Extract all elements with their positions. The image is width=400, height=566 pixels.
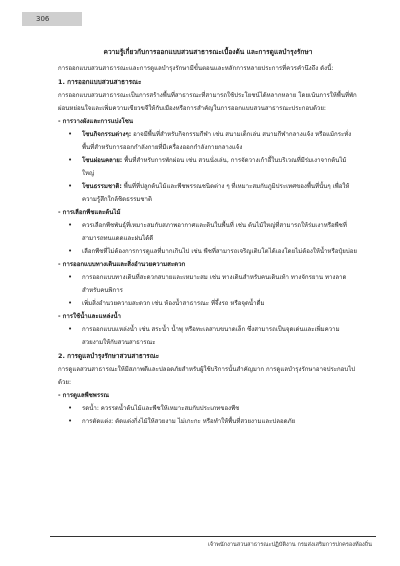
list-item: • การออกแบบทางเดินที่สะดวกสบายและเหมาะสม เช่น ทางเดินสำหรับคนเดินเท้า ทางจักรยาน ทางลาดสำหรับคนพิการ	[58, 271, 358, 297]
list-item	[58, 128, 358, 154]
list-item: • เพิ่มสิ่งอำนวยความสะดวก เช่น ห้องน้ำสาธารณะ ที่จึ้งรถ หรือจุดน้ำดื่ม	[58, 297, 358, 310]
footer-divider	[50, 536, 376, 537]
list-item	[58, 154, 358, 180]
pathway-list	[58, 271, 358, 310]
list-item: • การตัดแต่ง: ตัดแต่งกิ่งไม้ให้สวยงาม ไม่เกะกะ หรือทำให้พื้นที่สวยงามและปลอดภัย	[58, 415, 358, 428]
section-2-heading: 2. การดูแลบำรุงรักษาสวนสาธารณะ	[58, 352, 160, 360]
list-item-term: โซนผ่อนคลาย:	[82, 157, 123, 164]
section-1-sub-3-heading: - การออกแบบทางเดินและสิ่งอำนวยความสะดวก	[58, 261, 186, 268]
section-1-heading: 1. การออกแบบสวนสาธารณะ	[58, 78, 142, 86]
list-item-text: พื้นที่สำหรับการพักผ่อน เช่น สวนนั่งเล่น, การจัดวางเก้าอี้ในบริเวณที่มีร่มเงาจากต้นไม้ใหญ่	[82, 157, 347, 177]
list-item-text: อาจมีพื้นที่สำหรับกิจกรรมกีฬา เช่น สนามเด็กเล่น สนามกีฬากลางแจ้ง หรือแม้กระทั่งพื้นที่สำหรับการออกกำลังกายที่มีเครื่องออกกำลังกายกลางแจ้ง	[82, 131, 352, 151]
page-number: 306	[22, 12, 82, 26]
intro-paragraph: การออกแบบสวนสาธารณะและการดูแลบำรุงรักษามีขั้นตอนและหลักการหลายประการที่ควรคำนึงถึง ดังนี้:	[58, 65, 334, 72]
section-1-paragraph: การออกแบบสวนสาธารณะเป็นการสร้างพื้นที่สาธารณะที่สามารถใช้ประโยชน์ได้หลากหลาย โดยเน้นการให้พื้นที่พักผ่อนหย่อนใจและเพิ่มความเขียวขจีให้กับเมืองหรือการสำคัญในการออกแบบสวนสาธารณะประกอบด้วย:	[58, 92, 357, 112]
plant-selection-list	[58, 219, 358, 258]
list-item: • รดน้ำ: ควรรดน้ำต้นไม้และพืชให้เหมาะสมกับประเภทของพืช	[58, 402, 358, 415]
list-item-text: พื้นที่ที่ปลูกต้นไม้และพืชพรรณชนิดต่าง ๆ ที่เหมาะสมกับภูมิประเทศของพื้นที่นั้นๆ เพื่อให้ความรู้สึกใกล้ชิดธรรมชาติ	[82, 183, 350, 203]
list-item-term: โซนธรรมชาติ:	[82, 183, 122, 190]
list-item: • การออกแบบแหล่งน้ำ เช่น สระน้ำ น้ำพุ หรือทะเลสาบขนาดเล็ก ซึ่งสามารถเป็นจุดเด่นและเพิ่มความสวยงามให้กับสวนสาธารณะ	[58, 323, 358, 349]
page-title: ความรู้เกี่ยวกับการออกแบบสวนสาธารณะเบื้องต้น และการดูแลบำรุงรักษา	[103, 48, 313, 56]
zoning-list	[58, 128, 358, 206]
section-1-sub-4-heading: - การใช้น้ำและแหล่งน้ำ	[58, 313, 121, 320]
list-item: • ควรเลือกพืชพันธุ์ที่เหมาะสมกับสภาพอากาศและดินในพื้นที่ เช่น ต้นไม้ใหญ่ที่สามารถให้ร่มเงาหรือพืชที่สามารถทนแดดและฝนได้ดี	[58, 219, 358, 245]
list-item: • เลือกพืชที่ไม่ต้องการการดูแลที่มากเกินไป เช่น พืชที่สามารถเจริญเติบโตได้เองโดยไม่ต้องให้น้ำหรือปุ๋ยบ่อย	[58, 245, 358, 258]
section-1-sub-1-heading: - การวางผังและการแบ่งโซน	[58, 118, 134, 125]
section-2-paragraph: การดูแลสวนสาธารณะให้มีสภาพดีและปลอดภัยสำหรับผู้ใช้บริการนั้นสำคัญมาก การดูแลบำรุงรักษาอาจประกอบไปด้วย:	[58, 366, 356, 386]
page-footer: เจ้าพนักงานสวนสาธารณะปฏิบัติงาน กรมส่งเสริมการปกครองท้องถิ่น	[207, 542, 372, 548]
plant-care-list	[58, 402, 358, 428]
section-1-sub-2-heading: - การเลือกพืชและต้นไม้	[58, 209, 121, 216]
section-2-sub-1-heading: - การดูแลพืชพรรณ	[58, 392, 110, 399]
document-body	[58, 46, 358, 428]
list-item	[58, 180, 358, 206]
list-item-term: โซนกิจกรรมต่างๆ:	[82, 131, 132, 138]
water-feature-list	[58, 323, 358, 349]
